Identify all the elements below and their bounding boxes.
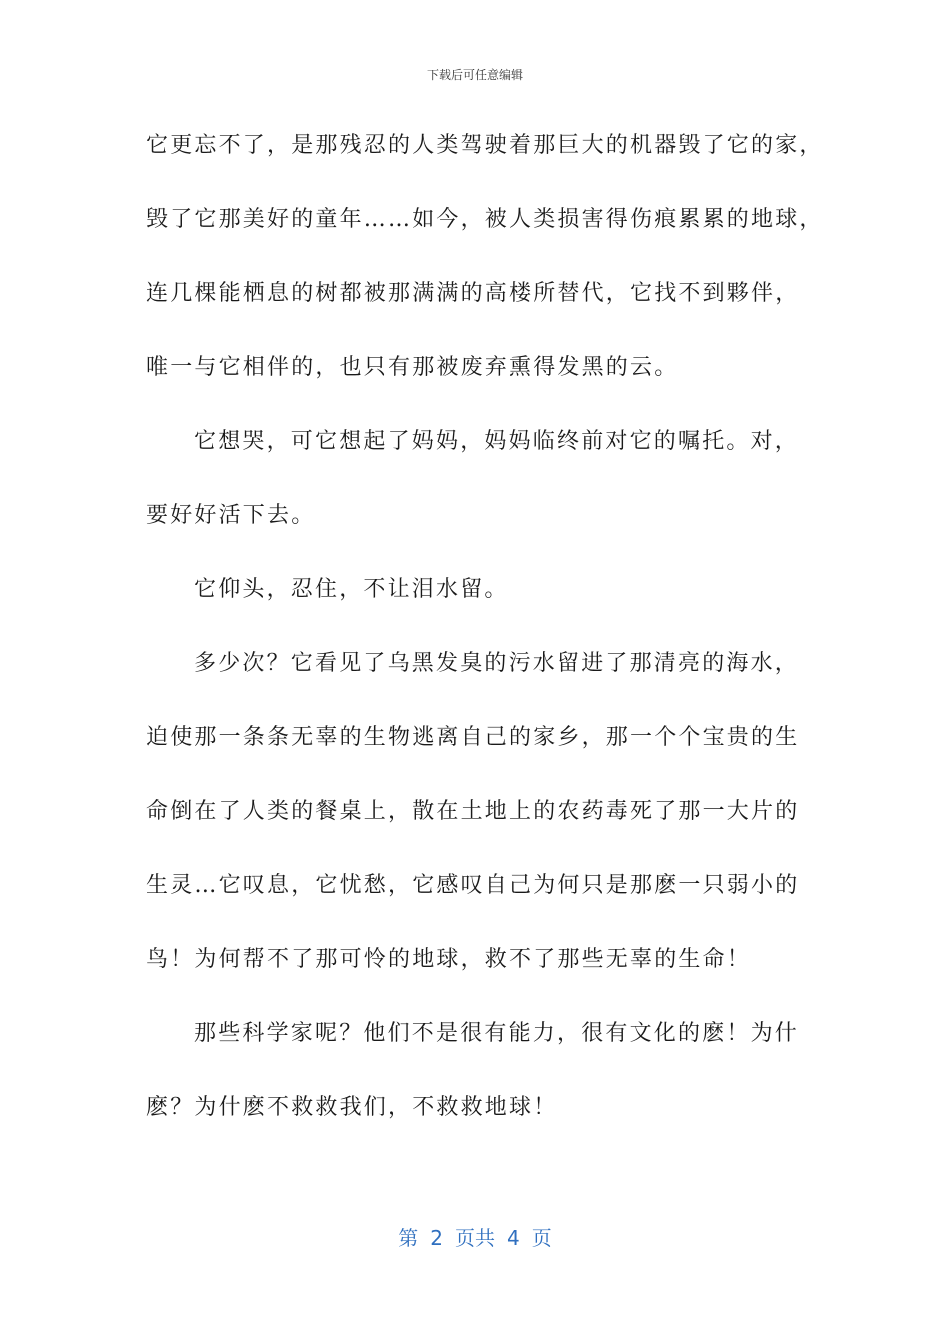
text-line: 要好好活下去。 — [146, 503, 316, 528]
footer-di: 第 — [398, 1226, 419, 1250]
paragraph-start-line: 它想哭，可它想起了妈妈，妈妈临终前对它的嘱托。对， — [194, 429, 800, 454]
text-line: 毁了它那美好的童年……如今，被人类损害得伤痕累累的地球， — [146, 207, 824, 232]
footer-ye-gong: 页共 — [455, 1226, 495, 1250]
page-header-note: 下载后可任意编辑 — [426, 68, 523, 82]
footer-total-pages: 4 — [507, 1226, 520, 1250]
paragraph-start-line: 多少次？它看见了乌黑发臭的污水留进了那清亮的海水， — [194, 651, 800, 676]
page-number-footer — [0, 1222, 950, 1251]
footer-current-page: 2 — [430, 1226, 443, 1250]
paragraph-start-line: 它仰头，忍住，不让泪水留。 — [194, 577, 509, 602]
text-line: 麽？为什麽不救救我们，不救救地球！ — [146, 1095, 558, 1120]
text-line: 生灵…它叹息，它忧愁，它感叹自己为何只是那麽一只弱小的 — [146, 873, 800, 898]
document-body — [146, 120, 824, 1156]
paragraph-start-line: 那些科学家呢？他们不是很有能力，很有文化的麽！为什 — [194, 1021, 800, 1046]
text-line: 迫使那一条条无辜的生物逃离自己的家乡，那一个个宝贵的生 — [146, 725, 800, 750]
text-line: 鸟！为何帮不了那可怜的地球，救不了那些无辜的生命！ — [146, 947, 752, 972]
text-line: 命倒在了人类的餐桌上，散在土地上的农药毒死了那一大片的 — [146, 799, 800, 824]
text-line: 它更忘不了，是那残忍的人类驾驶着那巨大的机器毁了它的家， — [146, 133, 824, 158]
footer-ye: 页 — [531, 1226, 552, 1250]
text-line: 唯一与它相伴的，也只有那被废弃熏得发黑的云。 — [146, 355, 679, 380]
text-line: 连几棵能栖息的树都被那满满的高楼所替代，它找不到夥伴， — [146, 281, 800, 306]
